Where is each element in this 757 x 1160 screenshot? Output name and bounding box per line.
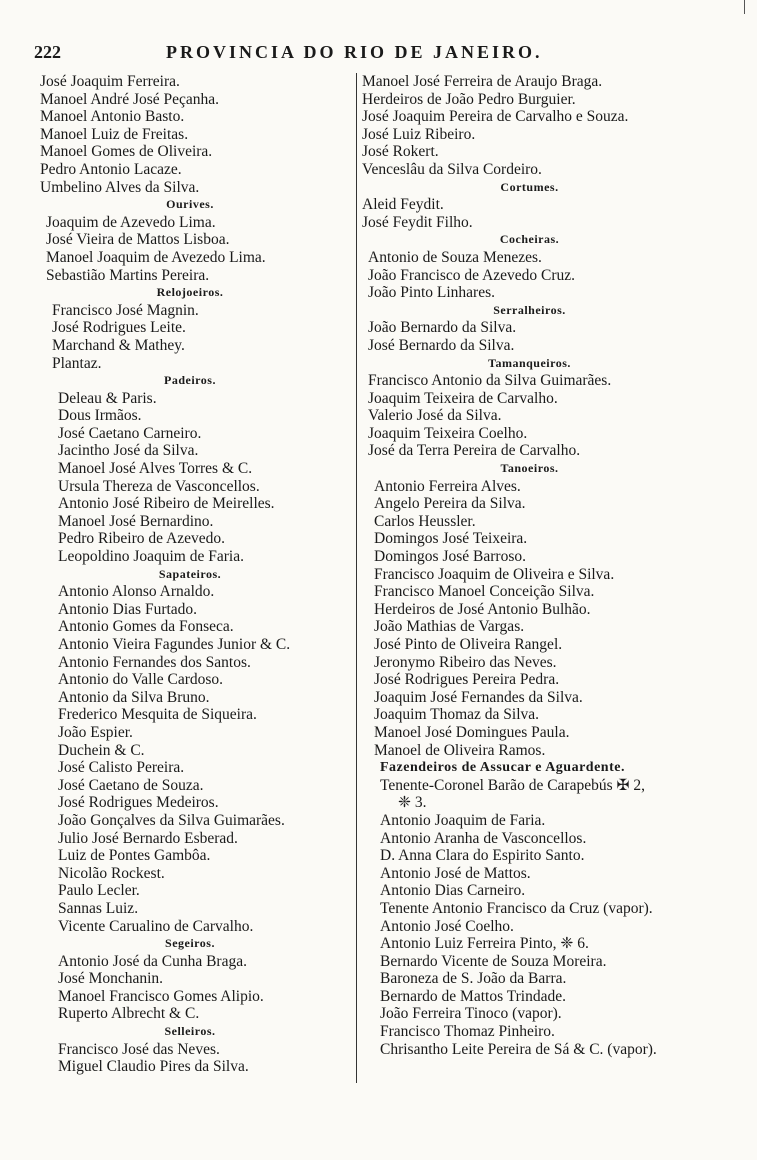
page-number: 222 — [34, 42, 61, 62]
list-item: Paulo Lecler. — [58, 882, 140, 900]
list-item: Antonio Gomes da Fonseca. — [58, 618, 234, 636]
left-column — [40, 73, 340, 1076]
list-item: Nicolão Rockest. — [58, 864, 165, 882]
list-item: Julio José Bernardo Esberad. — [58, 829, 238, 847]
list-item: Antonio Vieira Fagundes Junior & C. — [58, 636, 291, 653]
list-item: Sebastião Martins Pereira. — [46, 266, 210, 284]
list-item: Antonio da Silva Bruno. — [58, 688, 210, 706]
page-header — [34, 42, 734, 66]
list-item: Francisco Antonio da Silva Guimarães. — [368, 372, 612, 390]
list-item: Tenente-Coronel Barão de Carapebús ✠ 2, — [380, 776, 645, 794]
list-item: Herdeiros de José Antonio Bulhão. — [374, 600, 591, 618]
list-item: Antonio José Coelho. — [380, 917, 514, 935]
list-item: Chrisantho Leite Pereira de Sá & C. (vapor). — [380, 1040, 657, 1058]
list-item: ❈ 3. — [398, 794, 427, 812]
list-item: Francisco José das Neves. — [58, 1040, 220, 1058]
section-heading: Serralheiros. — [493, 302, 566, 317]
list-item: Francisco Manoel Conceição Silva. — [374, 583, 595, 601]
list-item: José Feydit Filho. — [362, 213, 473, 231]
list-item: Antonio Fernandes dos Santos. — [58, 653, 251, 671]
list-item: Domingos José Barroso. — [374, 548, 526, 566]
section-heading: Segeiros. — [165, 936, 215, 951]
list-item: João Bernardo da Silva. — [368, 319, 517, 337]
list-item: José Joaquim Pereira de Carvalho e Souza. — [362, 108, 629, 126]
section-heading: Ourives. — [166, 197, 214, 212]
list-item: Deleau & Paris. — [58, 389, 157, 407]
page-title: PROVINCIA DO RIO DE JANEIRO. — [166, 42, 543, 62]
list-item: João Gonçalves da Silva Guimarães. — [58, 811, 285, 829]
list-item: José da Terra Pereira de Carvalho. — [368, 442, 581, 460]
list-item: Manoel André José Peçanha. — [40, 90, 220, 108]
list-item: Leopoldino Joaquim de Faria. — [58, 548, 244, 566]
section-heading: Tamanqueiros. — [488, 355, 571, 370]
list-item: Joaquim José Fernandes da Silva. — [374, 688, 583, 706]
list-item: Bernardo Vicente de Souza Moreira. — [380, 952, 607, 970]
list-item: Duchein & C. — [58, 741, 145, 759]
list-item: José Luiz Ribeiro. — [362, 125, 476, 143]
margin-mark — [744, 0, 745, 14]
list-item: Manoel José Ferreira de Araujo Braga. — [362, 73, 603, 90]
list-item: José Rokert. — [362, 143, 439, 161]
list-item: José Pinto de Oliveira Rangel. — [374, 636, 563, 653]
list-item: José Bernardo da Silva. — [368, 336, 515, 354]
section-heading: Tanoeiros. — [500, 461, 559, 476]
list-item: Valerio José da Silva. — [368, 407, 502, 425]
list-item: José Rodrigues Leite. — [52, 319, 186, 337]
list-item: Antonio Alonso Arnaldo. — [58, 583, 215, 601]
list-item: Joaquim de Azevedo Lima. — [46, 213, 216, 231]
list-item: Plantaz. — [52, 354, 102, 372]
list-item: Dous Irmãos. — [58, 407, 142, 425]
list-item: Umbelino Alves da Silva. — [40, 178, 200, 196]
list-item: Baroneza de S. João da Barra. — [380, 970, 567, 988]
list-item: Manoel de Oliveira Ramos. — [374, 741, 546, 759]
list-item: Manoel Francisco Gomes Alipio. — [58, 987, 264, 1005]
list-item: José Vieira de Mattos Lisboa. — [46, 231, 230, 249]
section-heading: Sapateiros. — [158, 566, 222, 581]
list-item: Bernardo de Mattos Trindade. — [380, 987, 566, 1005]
list-item: Antonio José de Mattos. — [380, 864, 531, 882]
list-item: João Francisco de Azevedo Cruz. — [368, 266, 576, 284]
list-item: Vicente Carualino de Carvalho. — [58, 917, 254, 935]
list-item: Frederico Mesquita de Siqueira. — [58, 706, 257, 724]
list-item: Francisco José Magnin. — [52, 301, 199, 319]
list-item: José Rodrigues Pereira Pedra. — [374, 671, 560, 689]
list-item: Manoel Antonio Basto. — [40, 108, 185, 126]
list-item: Manoel José Alves Torres & C. — [58, 460, 253, 478]
list-item: Antonio de Souza Menezes. — [368, 248, 542, 266]
list-item: Antonio José Ribeiro de Meirelles. — [58, 495, 275, 513]
section-heading: Relojoeiros. — [156, 285, 224, 300]
section-heading: Selleiros. — [164, 1024, 216, 1039]
list-item: Sannas Luiz. — [58, 899, 139, 917]
list-item: Antonio José da Cunha Braga. — [58, 952, 247, 970]
list-item: Antonio Ferreira Alves. — [374, 477, 521, 495]
list-item: José Monchanin. — [58, 970, 164, 988]
list-item: Herdeiros de João Pedro Burguier. — [362, 90, 576, 108]
list-item: Pedro Antonio Lacaze. — [40, 160, 182, 178]
list-item: Venceslâu da Silva Cordeiro. — [362, 160, 542, 178]
list-item: Pedro Ribeiro de Azevedo. — [58, 530, 226, 548]
list-item: João Pinto Linhares. — [368, 284, 495, 302]
list-item: Manoel José Bernardino. — [58, 512, 214, 530]
list-item: Marchand & Mathey. — [52, 336, 185, 354]
list-item: Joaquim Teixeira de Carvalho. — [368, 389, 558, 407]
list-item: João Mathias de Vargas. — [374, 618, 525, 636]
list-item: Manoel José Domingues Paula. — [374, 723, 570, 741]
section-heading: Cocheiras. — [499, 232, 560, 247]
list-item: José Rodrigues Medeiros. — [58, 794, 219, 812]
list-item: Francisco Thomaz Pinheiro. — [380, 1023, 555, 1041]
list-item: Manoel Luiz de Freitas. — [40, 125, 189, 143]
list-item: João Espier. — [58, 723, 133, 741]
list-item: Aleid Feydit. — [362, 196, 444, 214]
section-heading: Padeiros. — [164, 373, 216, 388]
list-item: Antonio Joaquim de Faria. — [380, 811, 546, 829]
list-item: José Caetano Carneiro. — [58, 424, 202, 442]
list-item: Antonio do Valle Cardoso. — [58, 671, 224, 689]
list-item: Carlos Heussler. — [374, 512, 476, 530]
section-heading: Cortumes. — [500, 179, 559, 194]
list-item: Luiz de Pontes Gambôa. — [58, 847, 211, 865]
list-item: Antonio Dias Carneiro. — [380, 882, 526, 900]
list-item: Francisco Joaquim de Oliveira e Silva. — [374, 565, 615, 583]
list-item: João Ferreira Tinoco (vapor). — [380, 1005, 562, 1023]
list-item: José Caetano de Souza. — [58, 776, 204, 794]
list-item: Jeronymo Ribeiro das Neves. — [374, 653, 557, 671]
list-item: Domingos José Teixeira. — [374, 530, 528, 548]
list-item: Joaquim Teixeira Coelho. — [368, 424, 528, 442]
list-item: Antonio Luiz Ferreira Pinto, ❈ 6. — [380, 935, 589, 953]
list-item: José Joaquim Ferreira. — [40, 73, 180, 90]
list-item: Angelo Pereira da Silva. — [374, 495, 526, 513]
right-column — [362, 73, 697, 1058]
column-divider — [356, 73, 357, 1083]
list-item: Antonio Aranha de Vasconcellos. — [380, 829, 587, 847]
list-item: Manoel Joaquim de Avezedo Lima. — [46, 248, 266, 266]
list-item: Ursula Thereza de Vasconcellos. — [58, 477, 260, 495]
list-item: Antonio Dias Furtado. — [58, 600, 198, 618]
list-item: Tenente Antonio Francisco da Cruz (vapor). — [380, 899, 653, 917]
list-item: Miguel Claudio Pires da Silva. — [58, 1058, 249, 1076]
section-heading: Fazendeiros de Assucar e Aguardente. — [380, 760, 625, 776]
list-item: Jacintho José da Silva. — [58, 442, 199, 460]
list-item: José Calisto Pereira. — [58, 759, 185, 777]
list-item: Ruperto Albrecht & C. — [58, 1005, 200, 1023]
list-item: Manoel Gomes de Oliveira. — [40, 143, 213, 161]
list-item: Joaquim Thomaz da Silva. — [374, 706, 540, 724]
list-item: D. Anna Clara do Espirito Santo. — [380, 847, 585, 865]
